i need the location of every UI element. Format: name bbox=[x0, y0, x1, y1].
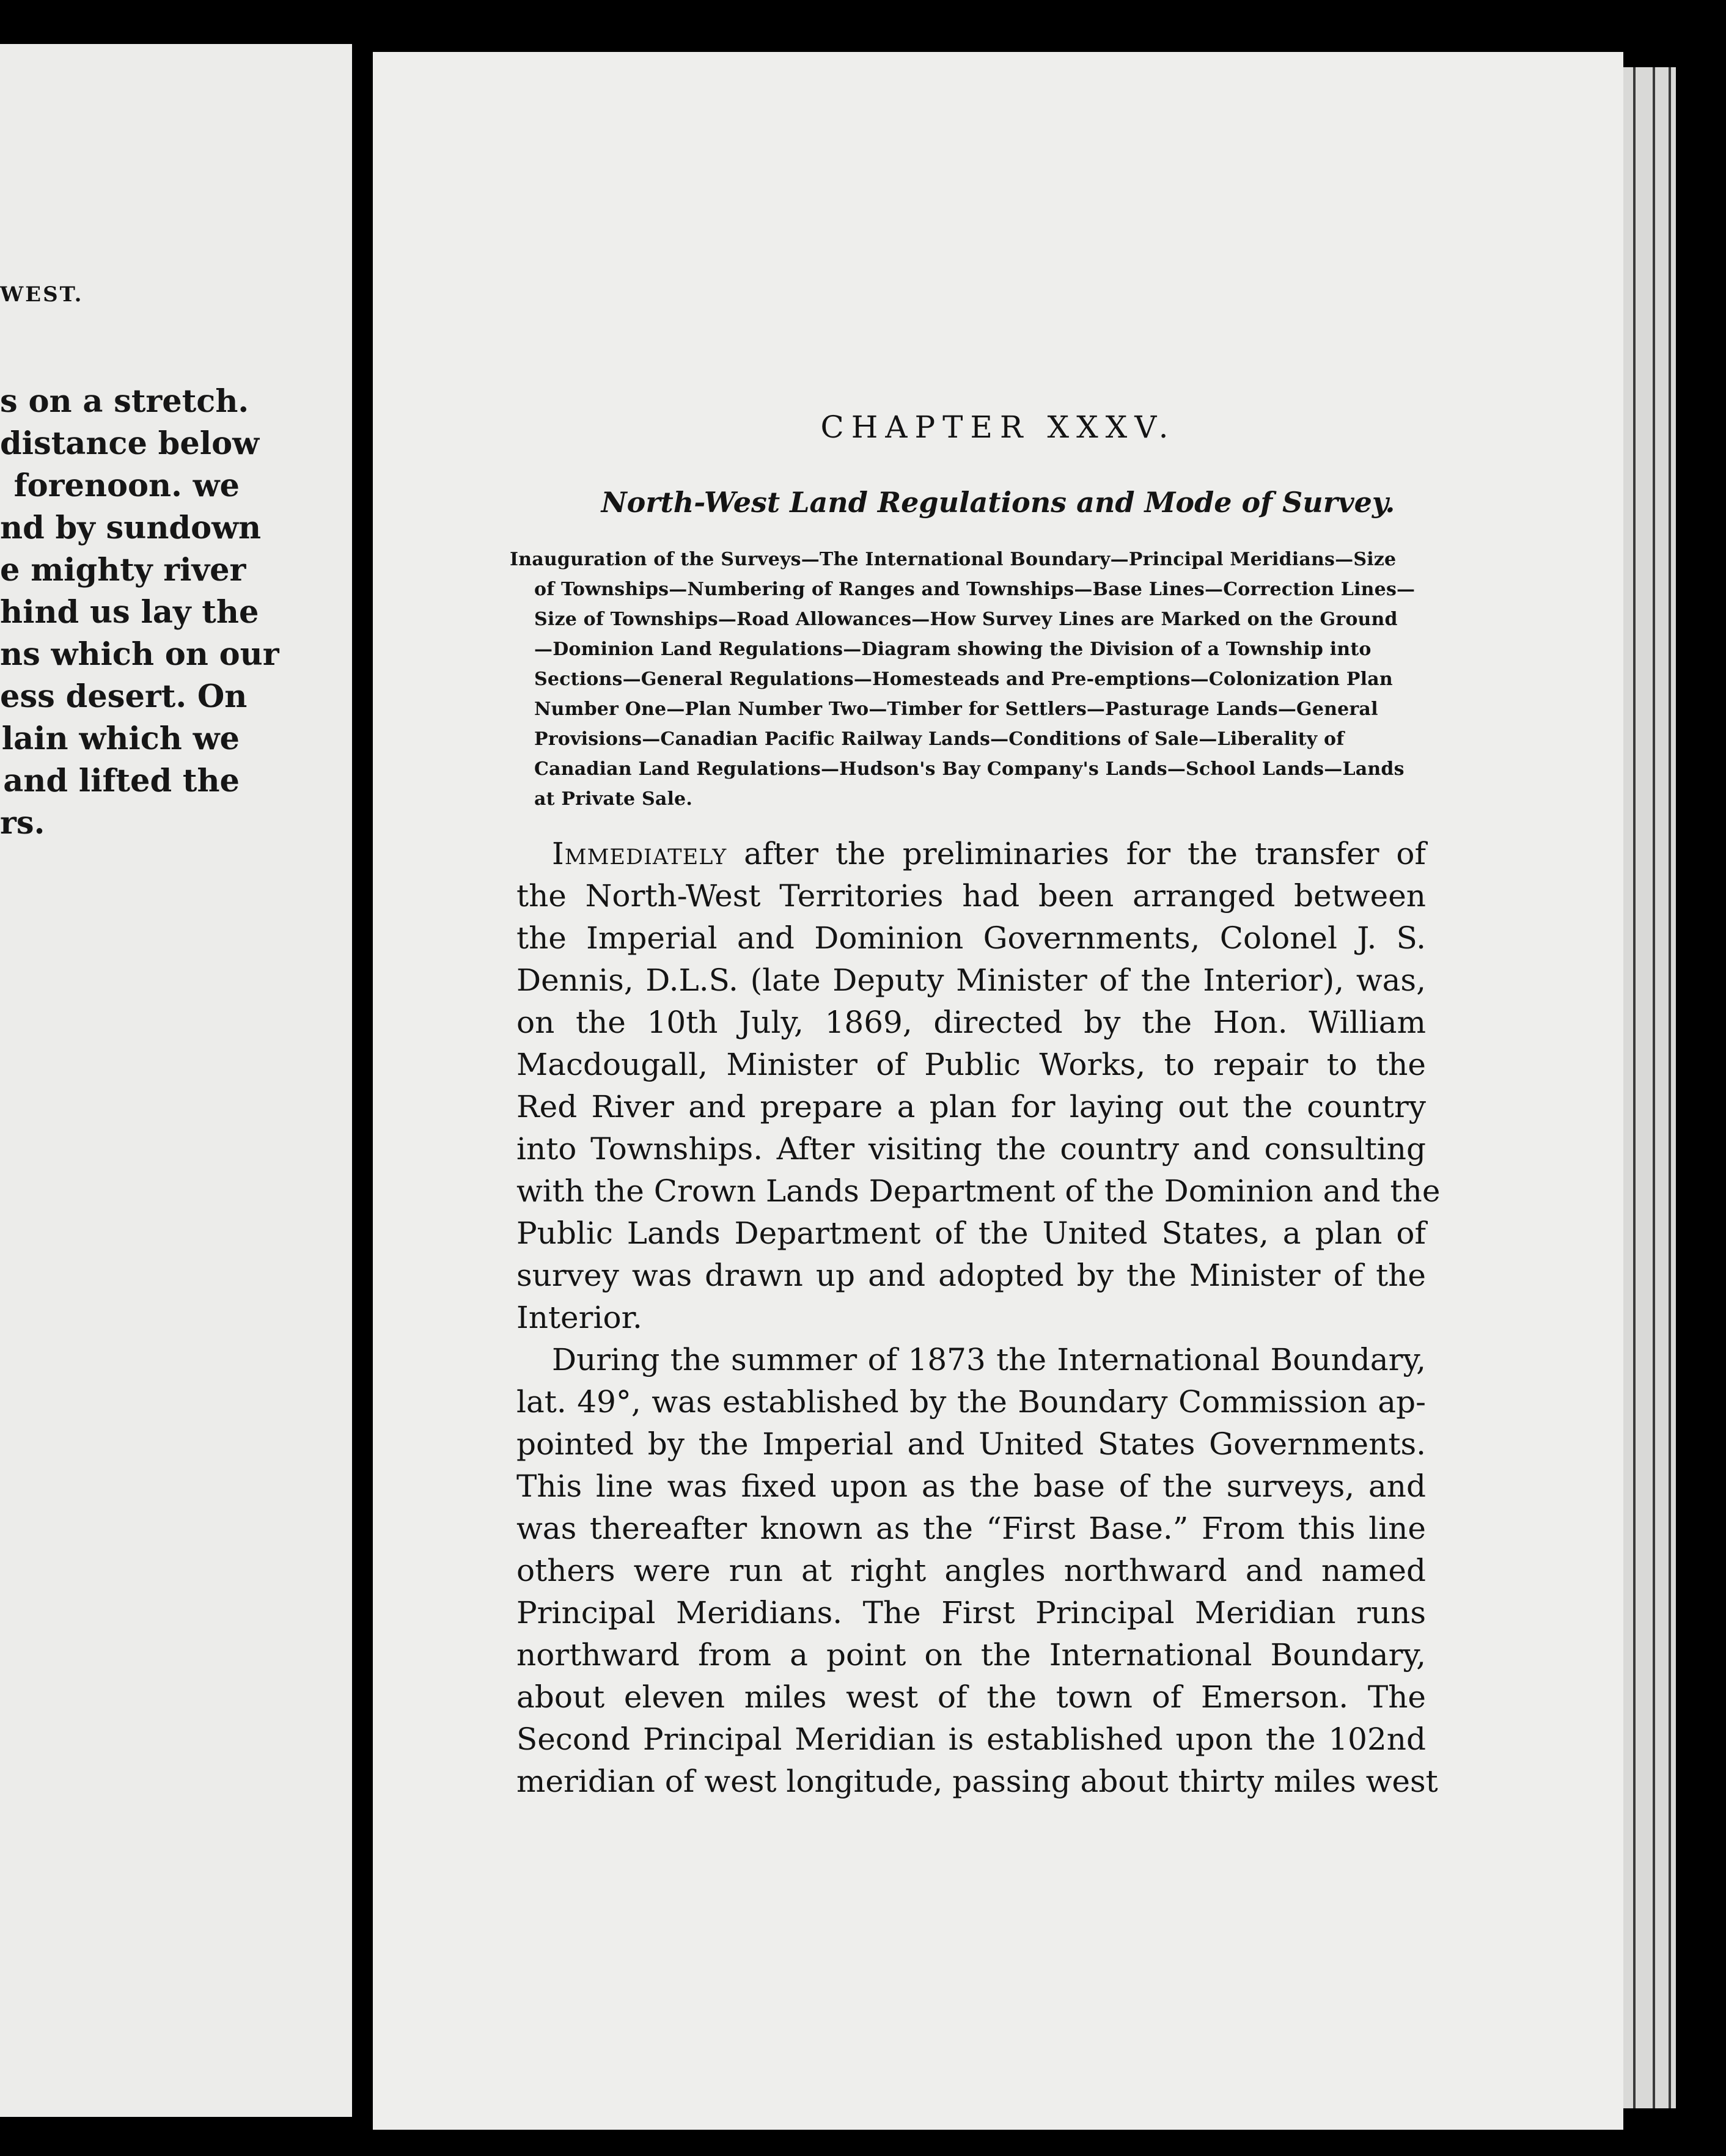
synopsis-line: Size of Townships—Road Allowances—How Survey Lines are Marked on the Ground bbox=[534, 609, 1398, 630]
page-edge-line bbox=[1653, 67, 1655, 2108]
paragraph-2-line: This line was fixed upon as the base of the surveys, and bbox=[516, 1469, 1426, 1504]
paragraph-1-line: into Townships. After visiting the country and consulting bbox=[516, 1131, 1426, 1167]
left-text-line: e mighty river bbox=[0, 552, 246, 588]
paragraph-1-line: Red River and prepare a plan for laying out the country bbox=[516, 1089, 1426, 1124]
paragraph-1-first-line: after the preliminaries for the transfer of bbox=[744, 836, 1426, 871]
paragraph-2-line: northward from a point on the International Boundary, bbox=[516, 1637, 1426, 1673]
left-text-line: and lifted the bbox=[3, 763, 240, 799]
paragraph-1-line: survey was drawn up and adopted by the Minister of the bbox=[516, 1258, 1426, 1293]
left-text-line: forenoon. we bbox=[13, 468, 240, 504]
paragraph-2-line: meridian of west longitude, passing about thirty miles west bbox=[516, 1764, 1438, 1799]
left-text-line: hind us lay the bbox=[0, 594, 259, 631]
paragraph-1-line: Macdougall, Minister of Public Works, to repair to the bbox=[516, 1047, 1426, 1082]
paragraph-1-line: the North-West Territories had been arranged between bbox=[516, 878, 1426, 914]
left-page bbox=[0, 44, 352, 2117]
paragraph-1-line: Public Lands Department of the United States, a plan of bbox=[516, 1216, 1426, 1251]
synopsis-line: —Dominion Land Regulations—Diagram showing the Division of a Township into bbox=[534, 639, 1372, 660]
chapter-subtitle: North-West Land Regulations and Mode of Survey. bbox=[601, 486, 1395, 519]
paragraph-1-line: Interior. bbox=[516, 1300, 642, 1335]
synopsis-line: Inauguration of the Surveys—The International Boundary—Principal Meridians—Size bbox=[510, 549, 1397, 570]
synopsis-line: Number One—Plan Number Two—Timber for Settlers—Pasturage Lands—General bbox=[534, 698, 1378, 720]
paragraph-1-line bbox=[552, 836, 1426, 871]
left-running-head: WEST. bbox=[0, 282, 84, 307]
page-edge-line bbox=[1633, 67, 1636, 2108]
synopsis-line: Sections—General Regulations—Homesteads and Pre-emptions—Colonization Plan bbox=[534, 669, 1393, 690]
paragraph-2-line: was thereafter known as the “First Base.” From this line bbox=[516, 1511, 1426, 1546]
paragraph-2-line: others were run at right angles northward and named bbox=[516, 1553, 1426, 1588]
paragraph-2-line: pointed by the Imperial and United States Governments. bbox=[516, 1426, 1426, 1462]
left-text-line: s on a stretch. bbox=[0, 383, 249, 420]
synopsis-line: Provisions—Canadian Pacific Railway Lands—Conditions of Sale—Liberality of bbox=[534, 728, 1345, 750]
paragraph-2-line: Second Principal Meridian is established upon the 102nd bbox=[516, 1722, 1426, 1757]
paragraph-1-line: with the Crown Lands Department of the Dominion and the bbox=[516, 1173, 1441, 1209]
paragraph-1-line: on the 10th July, 1869, directed by the Hon. William bbox=[516, 1005, 1426, 1040]
left-text-line: distance below bbox=[0, 425, 260, 462]
page-edge-line bbox=[1669, 67, 1671, 2108]
paragraph-2-line: Principal Meridians. The First Principal Meridian runs bbox=[516, 1595, 1426, 1630]
left-text-line: ess desert. On bbox=[0, 678, 248, 715]
left-text-line: lain which we bbox=[1, 721, 240, 757]
chapter-title: CHAPTER XXXV. bbox=[820, 409, 1176, 445]
paragraph-1-line: Dennis, D.L.S. (late Deputy Minister of the Interior), was, bbox=[516, 963, 1426, 998]
drop-word: Immediately bbox=[552, 836, 727, 871]
book-gutter bbox=[352, 0, 373, 2156]
left-text-line: nd by sundown bbox=[0, 510, 262, 546]
synopsis-line: at Private Sale. bbox=[534, 788, 692, 810]
paragraph-1-line: the Imperial and Dominion Governments, Colonel J. S. bbox=[516, 920, 1426, 956]
paragraph-2-line: During the summer of 1873 the International Boundary, bbox=[552, 1342, 1426, 1377]
left-text-line: ns which on our bbox=[0, 636, 279, 673]
left-text-line: rs. bbox=[0, 805, 45, 842]
synopsis-line: of Townships—Numbering of Ranges and Townships—Base Lines—Correction Lines— bbox=[534, 579, 1416, 600]
paragraph-2-line: lat. 49°, was established by the Boundary Commission ap- bbox=[516, 1384, 1426, 1420]
paragraph-2-line: about eleven miles west of the town of Emerson. The bbox=[516, 1679, 1426, 1715]
synopsis-line: Canadian Land Regulations—Hudson's Bay Company's Lands—School Lands—Lands bbox=[534, 758, 1405, 780]
